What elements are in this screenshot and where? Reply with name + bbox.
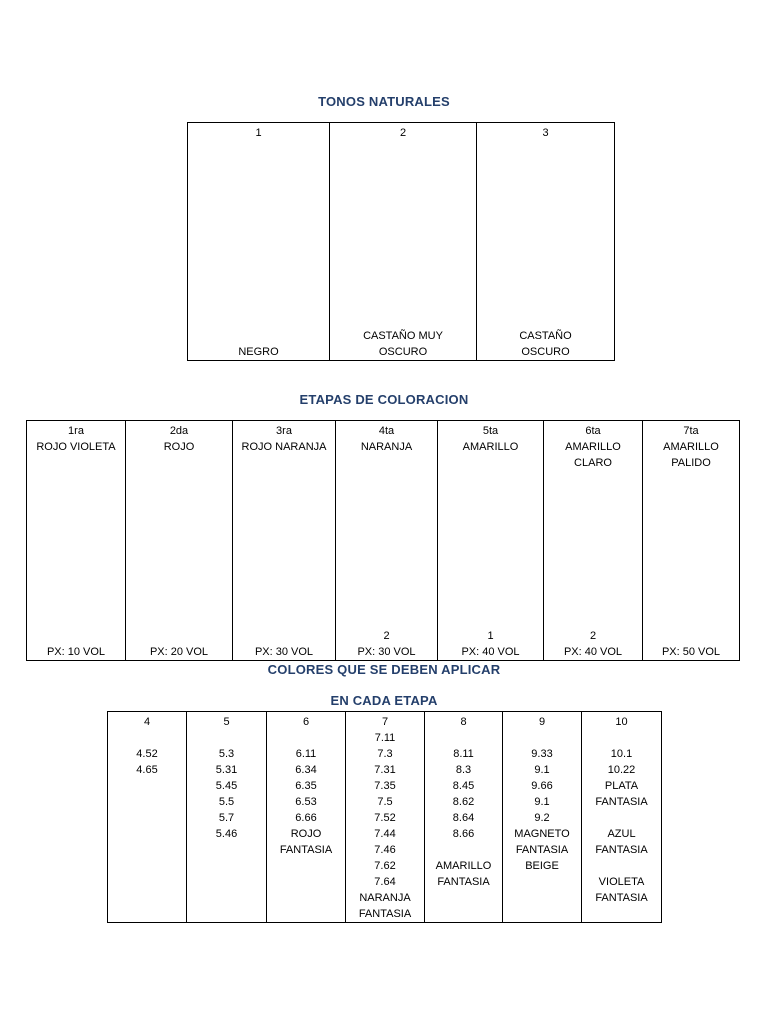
colors-column-8: [425, 712, 503, 923]
colors-column-9: [503, 712, 582, 923]
stage-label: 4ta: [378, 425, 395, 437]
stage-label: 7ta: [683, 425, 699, 437]
color-code: PLATA: [604, 780, 639, 792]
stage-cell-7: [643, 421, 740, 661]
color-code: MAGNETO: [514, 828, 570, 840]
color-code: 10.1: [610, 748, 633, 760]
stage-cell-1: [27, 421, 126, 661]
color-code: 4.65: [136, 764, 158, 776]
color-code: 6.66: [295, 812, 317, 824]
color-code: 5.46: [215, 828, 238, 840]
color-code: 7.31: [374, 764, 396, 776]
stage-peroxide: PX: 50 VOL: [661, 646, 721, 658]
colors-title-line2: EN CADA ETAPA: [330, 693, 438, 708]
color-code: 4.52: [136, 748, 158, 760]
color-code: FANTASIA: [279, 844, 333, 856]
stage-cell-5: [438, 421, 544, 661]
natural-tone-name: NEGRO: [238, 346, 279, 358]
color-code: 8.3: [455, 764, 472, 776]
stage-level-number: 1: [487, 630, 494, 642]
stage-label: 2da: [169, 425, 189, 437]
color-code: 9.2: [534, 812, 550, 824]
stage-color-name: ROJO: [163, 441, 195, 453]
color-code: [582, 810, 661, 826]
color-code: FANTASIA: [595, 892, 648, 904]
stage-label: 1ra: [68, 425, 84, 437]
natural-tone-number: 2: [399, 127, 407, 139]
color-code: BEIGE: [525, 860, 559, 872]
stage-color-name: AMARILLO: [462, 441, 519, 453]
stage-peroxide: PX: 30 VOL: [254, 646, 314, 658]
color-code: NARANJA: [359, 892, 411, 904]
color-code: 5.5: [218, 796, 235, 808]
colors-column-header: 7: [381, 716, 389, 728]
color-code: FANTASIA: [358, 908, 412, 920]
colors-column-4: [108, 712, 187, 923]
stage-color-name: NARANJA: [360, 441, 413, 453]
natural-tone-cell-1: [188, 123, 330, 361]
colors-column-header: 4: [143, 716, 151, 728]
stage-label: 3ra: [276, 425, 292, 437]
color-code: 8.45: [452, 780, 475, 792]
color-code: 5.45: [215, 780, 238, 792]
colors-column-7: [346, 712, 425, 923]
stages-title: ETAPAS DE COLORACION: [299, 392, 469, 407]
colors-column-header: 6: [302, 716, 310, 728]
natural-tone-number: 1: [255, 127, 262, 139]
colors-column-header: 5: [223, 716, 230, 728]
stage-cell-3: [233, 421, 336, 661]
colors-column-6: [267, 712, 346, 923]
color-code: FANTASIA: [515, 844, 569, 856]
stage-color-name: ROJO NARANJA: [241, 441, 327, 453]
stage-peroxide: PX: 20 VOL: [149, 646, 209, 658]
color-code: 7.44: [374, 828, 396, 840]
color-code: 7.62: [374, 860, 396, 872]
color-code: ROJO: [290, 828, 322, 840]
stage-label: 5ta: [482, 425, 499, 437]
stage-color-name: AMARILLO: [565, 441, 621, 453]
stage-label: 6ta: [585, 425, 601, 437]
color-code: [425, 842, 502, 858]
color-code: FANTASIA: [595, 796, 648, 808]
color-code: 7.52: [374, 812, 396, 824]
stage-peroxide: PX: 30 VOL: [357, 646, 416, 658]
color-code: 7.46: [374, 844, 396, 856]
color-code: [425, 730, 502, 746]
color-code: 6.11: [295, 748, 317, 760]
stage-level-number: 2: [383, 630, 390, 642]
color-code: [187, 730, 266, 746]
color-code: FANTASIA: [595, 844, 648, 856]
color-code: AZUL: [607, 828, 636, 840]
color-code: [503, 730, 581, 746]
color-code: 6.35: [295, 780, 317, 792]
color-code: 8.66: [452, 828, 475, 840]
color-code: [582, 730, 661, 746]
color-code: [582, 858, 661, 874]
colors-column-header: 9: [538, 716, 546, 728]
stage-cell-2: [126, 421, 233, 661]
color-code: VIOLETA: [598, 876, 645, 888]
stage-color-name: AMARILLO: [663, 441, 719, 453]
color-code: 6.34: [295, 764, 317, 776]
stages-table: [26, 420, 740, 661]
color-code: [267, 730, 345, 746]
colors-column-5: [187, 712, 267, 923]
color-code: 7.64: [374, 876, 396, 888]
stage-color-name: CLARO: [574, 457, 612, 469]
color-code: 5.7: [218, 812, 235, 824]
stage-peroxide: PX: 40 VOL: [563, 646, 623, 658]
natural-tone-cell-2: [330, 123, 477, 361]
color-code: 9.33: [531, 748, 553, 760]
color-code: 7.35: [374, 780, 396, 792]
color-code: 7.5: [377, 796, 393, 808]
colors-column-header: 8: [460, 716, 467, 728]
natural-tone-name: CASTAÑO MUY: [363, 330, 443, 342]
color-code: 8.62: [452, 796, 475, 808]
stage-peroxide: PX: 40 VOL: [461, 646, 520, 658]
colors-title-line1: COLORES QUE SE DEBEN APLICAR: [267, 662, 501, 677]
stage-color-name: ROJO VIOLETA: [36, 441, 116, 453]
stage-cell-6: [544, 421, 643, 661]
color-code: 8.11: [453, 748, 474, 760]
stage-color-name: PALIDO: [671, 457, 711, 469]
stage-peroxide: PX: 10 VOL: [46, 646, 106, 658]
natural-tone-name: OSCURO: [378, 346, 428, 358]
color-code: 9.66: [531, 780, 553, 792]
colors-table: [107, 711, 662, 923]
natural-tone-number: 3: [542, 127, 549, 139]
color-code: 9.1: [534, 796, 550, 808]
color-code: AMARILLO: [435, 860, 492, 872]
color-code: 5.31: [215, 764, 238, 776]
natural-tone-name: OSCURO: [521, 346, 570, 358]
color-code: 9.1: [534, 764, 550, 776]
color-code: 10.22: [607, 764, 636, 776]
color-code: 8.64: [452, 812, 475, 824]
stage-cell-4: [336, 421, 438, 661]
natural-tones-table: [187, 122, 615, 361]
stage-level-number: 2: [589, 630, 597, 642]
color-code: 6.53: [295, 796, 317, 808]
colors-column-header: 10: [615, 716, 628, 728]
color-code: 7.11: [374, 732, 396, 744]
color-code: [108, 730, 186, 746]
colors-column-10: [582, 712, 662, 923]
color-code: 5.3: [218, 748, 235, 760]
color-code: FANTASIA: [437, 876, 490, 888]
natural-tone-cell-3: [477, 123, 615, 361]
color-code: 7.3: [377, 748, 393, 760]
natural-tone-name: CASTAÑO: [519, 330, 572, 342]
natural-tones-title: TONOS NATURALES: [318, 94, 450, 109]
